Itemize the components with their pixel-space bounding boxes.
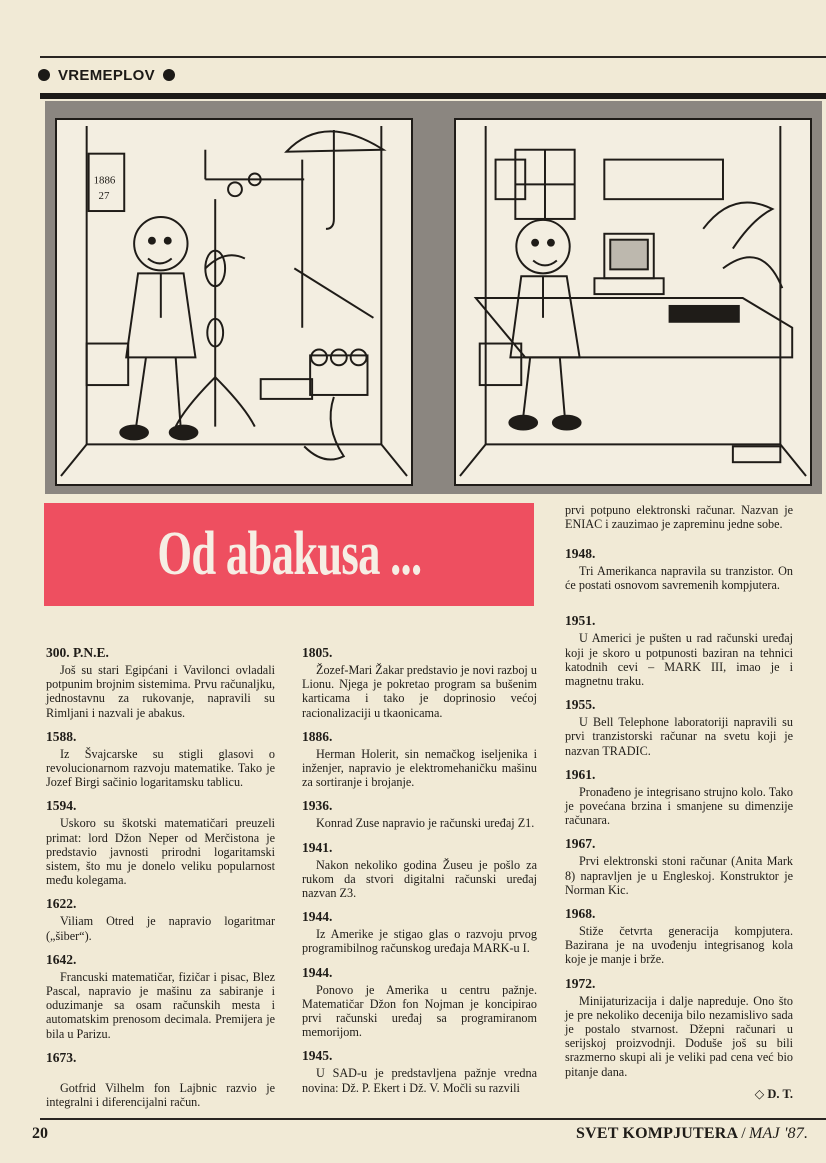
entry-text: Konrad Zuse napravio je računski uređaj Z1. <box>316 816 535 831</box>
timeline-entry <box>565 766 793 828</box>
timeline-entry <box>302 1047 537 1094</box>
entry-year: 1967. <box>565 836 596 852</box>
cartoon-panel-1886 <box>55 118 413 486</box>
entry-text: U Americi je pušten u rad računski uređaj koji je skoro u potpunosti baziran na tehnici katodnih cevi – MARK III, imao je i magnetnu traku. <box>565 631 793 689</box>
cartoon-1886-drawing <box>57 120 411 484</box>
entry-text: Još su stari Egipćani i Vavilonci ovladali potpunim brojnim sistemima. Prvu računaljku, jednostavnu za rukovanje, napravili su Rimljani i nazvali je abakus. <box>46 663 275 720</box>
timeline-entry <box>302 964 537 1040</box>
entry-year: 1955. <box>565 697 596 713</box>
entry-text: Pronađeno je integrisano strujno kolo. Tako je povećana brzina i smanjene su dimenzije računara. <box>565 784 793 828</box>
header-rule <box>40 93 826 99</box>
intro-continuation <box>565 503 793 531</box>
top-rule <box>40 56 826 58</box>
magazine-footer <box>576 1125 808 1143</box>
cartoon-illustration <box>45 101 822 494</box>
entry-year: 300. P.N.E. <box>46 645 109 660</box>
entry-year: 1622. <box>46 896 77 912</box>
timeline-column-2 <box>302 644 537 1103</box>
bullet-icon <box>163 69 175 81</box>
entry-year: 1642. <box>46 951 77 967</box>
timeline-entry <box>302 644 537 720</box>
entry-text: Ponovo je Amerika u centru pažnje. Matematičar Džon fon Nojman je koncipirao prvi računski uređaj sa programiranom memorijom. <box>302 982 537 1040</box>
timeline-entry <box>565 975 793 1079</box>
timeline-entry <box>46 728 275 790</box>
footer-separator: / <box>741 1125 746 1142</box>
cartoon-date-label-1: 1886 <box>93 174 116 187</box>
timeline-entry <box>565 612 793 688</box>
headline-title: Od abakusa ... <box>156 520 422 588</box>
timeline-entry <box>46 797 275 887</box>
entry-year: 1936. <box>302 798 333 814</box>
timeline-entry <box>46 895 275 942</box>
timeline-entry <box>46 644 275 720</box>
magazine-name: SVET KOMPJUTERA <box>576 1125 739 1142</box>
entry-text: Stiže četvrta generacija kompjutera. Bazirana je na uvođenju integrisanog kola koje je manje i brže. <box>565 924 793 967</box>
entry-year: 1961. <box>565 766 596 782</box>
entry-year: 1941. <box>302 839 333 855</box>
entry-text: Francuski matematičar, fizičar i pisac, Blez Pascal, napravio je mašinu za sabiranje i oduzimanje sa osam računskih mesta i automatskim prenosom decimala. Premijera je bila u Parizu. <box>46 969 275 1041</box>
entry-year: 1944. <box>302 909 333 925</box>
entry-year: 1951. <box>565 613 596 629</box>
entry-text: Herman Holerit, sin nemačkog iseljenika i inženjer, napravio je elektromehaničku mašinu za sortiranje i brojanje. <box>302 746 537 790</box>
entry-year: 1588. <box>46 728 77 744</box>
entry-text: Iz Švajcarske su stigli glasovi o revolucionarnom razvoju matematike. Tako je Jozef Birgi sačinio logaritamsku tablicu. <box>46 746 275 790</box>
entry-year: 1948. <box>565 546 596 561</box>
timeline-entry <box>302 797 537 830</box>
entry-text: U Bell Telephone laboratoriji napravili su prvi tranzistorski računar na svetu koji je nazvan TRADIC. <box>565 715 793 758</box>
entry-text: U SAD-u je predstavljena pažnje vredna novina: Dž. P. Ekert i Dž. V. Močli su razvili <box>302 1066 537 1095</box>
cartoon-date-label-2: 27 <box>98 190 110 203</box>
timeline-entry <box>565 905 793 967</box>
timeline-column-3 <box>565 545 793 1101</box>
footer-rule <box>40 1118 826 1120</box>
entry-year: 1594. <box>46 798 77 814</box>
entry-year: 1972. <box>565 975 596 991</box>
author-signature: ◇ D. T. <box>754 1086 793 1101</box>
entry-text: Nakon nekoliko godina Žuseu je pošlo za rukom da stvori digitalni računski uređaj nazvan Z3. <box>302 857 537 901</box>
entry-text: Minijaturizacija i dalje napreduje. Ono što je pre nekoliko decenija bilo nezamislivo sada je postalo stvarnost. Džepni računari u serijskoj proizvodnji. Doduše još su bili srazmerno skupi ali je veliki pad cena već bio pitanje dana. <box>565 993 793 1079</box>
page-number: 20 <box>32 1125 48 1142</box>
entry-year: 1886. <box>302 728 333 744</box>
section-title: VREMEPLOV <box>58 66 155 84</box>
cartoon-panel-modern <box>454 118 812 486</box>
bullet-icon <box>38 69 50 81</box>
entry-text: Prvi elektronski stoni računar (Anita Mark 8) napravljen je u Engleskoj. Konstruktor je Norman Kic. <box>565 854 793 897</box>
entry-text: Viliam Otred je napravio logaritmar („šiber“). <box>46 914 275 943</box>
headline-banner <box>44 503 534 606</box>
timeline-entry <box>46 951 275 1041</box>
entry-year: 1968. <box>565 906 596 922</box>
intro-continuation-text: prvi potpuno elektronski računar. Nazvan je ENIAC i zauzimao je zapreminu jedne sobe. <box>565 503 793 532</box>
timeline-entry <box>565 835 793 897</box>
issue-date: MAJ '87. <box>748 1125 809 1142</box>
entry-year: 1944. <box>302 964 333 980</box>
entry-text: Gotfrid Vilhelm fon Lajbnic razvio je integralni i diferencijalni račun. <box>46 1080 275 1110</box>
entry-text: Žozef-Mari Žakar predstavio je novi razboj u Lionu. Njega je pokretao program sa bušenim karticama i tako je doprinosio većoj racionalizaciji u tkaonicama. <box>302 663 537 720</box>
timeline-column-1 <box>46 644 275 1117</box>
cartoon-modern-drawing <box>456 120 810 484</box>
entry-year: 1673. <box>46 1049 77 1065</box>
entry-text: Iz Amerike je stigao glas o razvoju prvog programibilnog računskog uređaja MARK-u I. <box>302 927 537 956</box>
entry-year: 1945. <box>302 1048 333 1064</box>
entry-text: Uskoro su škotski matematičari preuzeli primat: lord Džon Neper od Merčistona je predstavio javnosti prirodni logaritamski sistem, što mu je donelo veliku popularnost među kolegama. <box>46 816 275 888</box>
timeline-entry <box>565 696 793 758</box>
entry-text: Tri Amerikanca napravila su tranzistor. On će postati osnovom savremenih kompjutera. <box>565 564 793 593</box>
entry-year: 1805. <box>302 645 333 660</box>
timeline-entry <box>565 545 793 592</box>
timeline-entry <box>46 1049 275 1109</box>
section-header <box>38 64 175 86</box>
timeline-entry <box>302 839 537 901</box>
timeline-entry <box>302 728 537 790</box>
timeline-entry <box>302 908 537 955</box>
